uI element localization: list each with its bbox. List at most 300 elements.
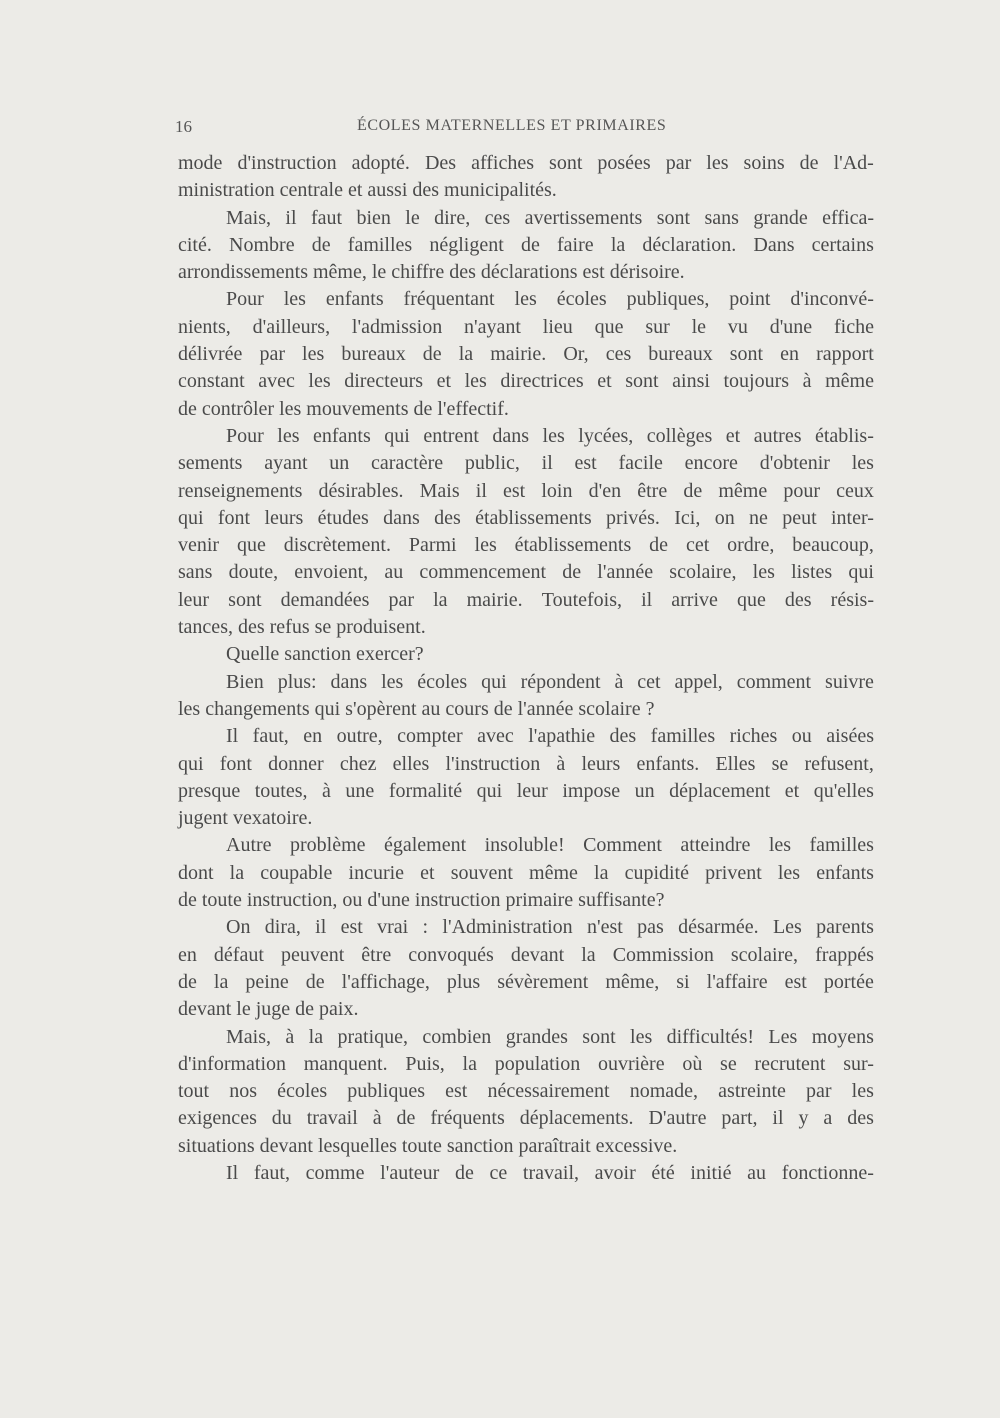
word: et [420, 861, 435, 884]
word: enfants [325, 288, 384, 311]
word: Pour [226, 288, 264, 311]
word: font [219, 752, 252, 775]
word: discrètement. [283, 534, 391, 557]
word: et [436, 370, 452, 393]
word: à [285, 1025, 295, 1048]
word: les [706, 152, 729, 174]
word: un [329, 452, 350, 475]
page-header [0, 117, 1000, 141]
word: la [610, 233, 626, 256]
text-line [178, 723, 874, 750]
word: public, [464, 452, 520, 475]
word: est [503, 479, 526, 502]
word: venir [178, 534, 220, 557]
word: désarmée. [678, 916, 759, 939]
word: sont [549, 152, 583, 174]
word: de [799, 152, 819, 174]
text-line [178, 860, 874, 887]
word: Ici, [674, 506, 701, 529]
word: mairie. [490, 343, 547, 366]
word: insoluble! [484, 834, 565, 857]
word: ceux [836, 479, 874, 502]
word: la [229, 861, 245, 884]
word: ayant [264, 452, 308, 475]
word: de [305, 970, 325, 993]
word: répondent [520, 670, 601, 693]
word: dans [383, 506, 420, 529]
word: outre, [336, 725, 383, 748]
text-line: de toute instruction, ou d'une instruction primaire suffisante? [178, 889, 665, 912]
word: en [780, 343, 800, 366]
word: résis- [830, 588, 874, 611]
word: problème [290, 834, 366, 857]
word: toutes, [254, 779, 308, 802]
word: au [747, 1161, 767, 1184]
word: de [562, 561, 582, 584]
word: désirables. [318, 479, 404, 502]
word: familles [809, 834, 874, 857]
text-line: situations devant lesquelles toute sanction paraîtrait excessive. [178, 1134, 678, 1157]
text-line [178, 314, 874, 341]
word: déclaration. [642, 233, 737, 256]
word: publiques, [626, 288, 710, 311]
word: nients, [178, 315, 231, 338]
word: riches [729, 725, 778, 748]
word: ces [484, 206, 511, 229]
word: effica- [822, 206, 874, 229]
word: des [847, 1107, 874, 1130]
text-line [178, 969, 874, 996]
word: a [823, 1107, 833, 1130]
word: été [651, 1161, 675, 1184]
word: avec [258, 370, 295, 393]
word: mairie. [466, 588, 523, 611]
word: d'une [769, 315, 813, 338]
word: plus: [277, 670, 317, 693]
text-line [178, 1051, 874, 1078]
word: rapport [816, 343, 874, 366]
word: fiche [834, 315, 874, 338]
word: ainsi [672, 370, 710, 393]
word: vrai [377, 916, 409, 939]
word: ne [749, 506, 768, 529]
text-line [178, 286, 874, 313]
word: leurs [581, 752, 621, 775]
word: appel, [674, 670, 723, 693]
word: sements [178, 452, 243, 475]
text-line [178, 1160, 874, 1187]
word: se [771, 752, 789, 775]
word: caractère [371, 452, 444, 475]
text-line: tances, des refus se produisent. [178, 616, 426, 639]
word: à [556, 752, 566, 775]
word: les [851, 452, 874, 475]
word: dire, [434, 206, 471, 229]
word: être [361, 943, 392, 966]
word: l'Administration [442, 916, 573, 939]
word: Or, [563, 343, 589, 366]
text-line [178, 751, 874, 778]
word: sont [625, 370, 659, 393]
word: ou [791, 725, 812, 748]
word: cité. [178, 233, 212, 256]
word: pour [783, 479, 821, 502]
text-line [178, 478, 874, 505]
word: qui [476, 779, 503, 802]
word: atteindre [680, 834, 751, 857]
word: commencement [419, 561, 547, 584]
word: Mais, [226, 1025, 271, 1048]
word: point [729, 288, 771, 311]
word: nomade, [629, 1080, 699, 1103]
word: les [851, 1080, 874, 1103]
word: les [514, 288, 537, 311]
word: des [784, 588, 812, 611]
word: Mais [419, 479, 460, 502]
word: les [464, 370, 487, 393]
word: est [784, 970, 807, 993]
word: devant [510, 943, 565, 966]
word: n'est [587, 916, 623, 939]
word: familles [347, 233, 413, 256]
word: encore [684, 452, 738, 475]
word: enfants [816, 861, 874, 884]
word: leur [178, 588, 210, 611]
word: le [405, 206, 420, 229]
word: que [736, 588, 766, 611]
word: peine [245, 970, 289, 993]
word: Il [226, 1161, 239, 1184]
word: Nombre [229, 233, 295, 256]
word: avertissements [524, 206, 643, 229]
word: envoient, [294, 561, 369, 584]
word: Toutefois, [541, 588, 623, 611]
word: il [641, 588, 653, 611]
word: de [178, 970, 197, 993]
word: même [825, 370, 874, 393]
word: les [752, 561, 775, 584]
word: beaucoup, [792, 534, 874, 557]
word: dans [492, 424, 530, 447]
word: privés. [606, 506, 660, 529]
word: sans [178, 561, 213, 584]
word: Mais, [226, 206, 271, 229]
text-line: devant le juge de paix. [178, 998, 359, 1021]
text-line [178, 669, 874, 696]
word: dira, [264, 916, 301, 939]
word: il [772, 1107, 784, 1130]
word: sont [582, 1025, 616, 1048]
word: avoir [594, 1161, 636, 1184]
word: demandées [280, 588, 370, 611]
word: les [768, 834, 792, 857]
word: enfants. [636, 752, 700, 775]
word: l'instruction [445, 752, 541, 775]
text-line: ministration centrale et aussi des municipalités. [178, 179, 557, 202]
word: chez [339, 752, 377, 775]
word: fréquentant [403, 288, 495, 311]
word: lieu [542, 315, 573, 338]
text-line [178, 1024, 874, 1051]
word: d'instruction [237, 152, 337, 174]
word: impose [562, 779, 621, 802]
word: compter [397, 725, 463, 748]
word: les [542, 424, 565, 447]
word: pratique, [337, 1025, 409, 1048]
word: Commission [612, 943, 714, 966]
word: établis- [814, 424, 874, 447]
word: qui [384, 424, 410, 447]
word: grandes [505, 1025, 568, 1048]
word: part, [721, 1107, 758, 1130]
word: peut [782, 506, 817, 529]
word: coupable [260, 861, 333, 884]
word: à [372, 1107, 382, 1130]
word: : [422, 916, 429, 939]
word: à [802, 370, 812, 393]
word: elles [392, 752, 430, 775]
word: Il [226, 725, 239, 748]
page-number: 16 [175, 117, 192, 136]
word: en [178, 943, 197, 966]
word: collèges [646, 424, 713, 447]
word: refusent, [804, 752, 874, 775]
word: directeurs [344, 370, 424, 393]
word: qui [178, 752, 204, 775]
word: l'année [597, 561, 654, 584]
text-line: de contrôler les mouvements de l'effectif. [178, 397, 509, 420]
text-line [178, 341, 874, 368]
word: sévèrement [497, 970, 589, 993]
word: ordre, [727, 534, 775, 557]
word: cet [685, 534, 710, 557]
word: aisées [826, 725, 874, 748]
word: font [217, 506, 251, 529]
text-line [178, 587, 874, 614]
word: les [277, 424, 300, 447]
word: formalité [388, 779, 463, 802]
word: fonctionne- [781, 1161, 874, 1184]
text-line [178, 1105, 874, 1132]
word: listes [791, 561, 833, 584]
word: soins [743, 152, 785, 174]
word: incurie [348, 861, 405, 884]
word: sont [228, 588, 262, 611]
word: et [725, 424, 741, 447]
word: moyens [811, 1025, 874, 1048]
word: la [462, 1052, 477, 1075]
word: dans [330, 670, 368, 693]
word: comment [736, 670, 812, 693]
word: d'inconvé- [790, 288, 874, 311]
word: sur [645, 315, 670, 338]
word: les [308, 370, 331, 393]
word: directrices [500, 370, 584, 393]
word: sont [656, 206, 691, 229]
word: Les [772, 916, 802, 939]
word: ces [605, 343, 632, 366]
word: peuvent [280, 943, 345, 966]
word: travail [306, 1107, 358, 1130]
word: de [422, 343, 442, 366]
word: à [614, 670, 624, 693]
word: est [445, 1080, 468, 1103]
word: y [798, 1107, 809, 1130]
word: d'ailleurs, [252, 315, 331, 338]
word: d'information [178, 1052, 287, 1075]
running-title: ÉCOLES MATERNELLES ET PRIMAIRES [357, 117, 667, 134]
word: leur [516, 779, 548, 802]
word: qui [481, 670, 507, 693]
word: certains [811, 233, 874, 256]
word: Bien [226, 670, 264, 693]
text-line [178, 559, 874, 586]
word: constant [178, 370, 245, 393]
word: souvent [450, 861, 513, 884]
word: affiches [471, 152, 535, 174]
word: un [634, 779, 655, 802]
word: l'admission [351, 315, 443, 338]
word: convoqués [408, 943, 494, 966]
word: est [574, 452, 597, 475]
word: la [433, 588, 448, 611]
word: sans [704, 206, 739, 229]
word: par [665, 152, 692, 174]
word: entrent [423, 424, 479, 447]
word: de [683, 479, 703, 502]
text-line [178, 942, 874, 969]
word: Puis, [405, 1052, 445, 1075]
word: même, [605, 970, 660, 993]
text-line [178, 205, 874, 232]
text-line: les changements qui s'opèrent au cours de l'année scolaire ? [178, 697, 655, 720]
word: faut, [253, 1161, 290, 1184]
word: d'obtenir [759, 452, 830, 475]
word: toujours [723, 370, 790, 393]
word: arrive [671, 588, 718, 611]
word: nos [229, 1080, 258, 1103]
text-line: arrondissements même, le chiffre des déclarations est dérisoire. [178, 261, 685, 284]
word: loin [541, 479, 573, 502]
word: vu [727, 315, 748, 338]
word: faut, [252, 725, 289, 748]
word: écoles [417, 670, 468, 693]
word: de [311, 233, 331, 256]
word: inter- [831, 506, 874, 529]
word: l'affaire [706, 970, 768, 993]
word: qu'elles [813, 779, 874, 802]
word: n'ayant [464, 315, 521, 338]
word: le [691, 315, 707, 338]
word: Parmi [408, 534, 457, 557]
word: faut [310, 206, 343, 229]
word: les [777, 861, 801, 884]
word: les [283, 288, 306, 311]
word: même [718, 479, 768, 502]
word: les [381, 670, 404, 693]
word: de [454, 1161, 474, 1184]
text-line [178, 914, 874, 941]
word: frappés [815, 943, 874, 966]
word: des [434, 506, 461, 529]
word: mode [178, 152, 223, 174]
word: privent [705, 861, 762, 884]
word: D'autre [648, 1107, 707, 1130]
word: astreinte [718, 1080, 786, 1103]
word: délivrée [178, 343, 243, 366]
word: leurs [264, 506, 304, 529]
word: se [720, 1052, 737, 1075]
word: doute, [228, 561, 279, 584]
word: renseignements [178, 479, 303, 502]
word: cupidité [624, 861, 689, 884]
word: Autre [226, 834, 272, 857]
word: ouvrière [597, 1052, 665, 1075]
word: scolaire, [669, 561, 737, 584]
word: des [609, 725, 637, 748]
text-line: Quelle sanction exercer? [226, 643, 424, 666]
text-line [178, 368, 874, 395]
word: sont [729, 343, 764, 366]
word: une [345, 779, 375, 802]
word: tout [178, 1080, 210, 1103]
word: la [458, 343, 474, 366]
word: du [271, 1107, 292, 1130]
word: travail, [522, 1161, 580, 1184]
word: l'affichage, [341, 970, 430, 993]
word: il [315, 916, 327, 939]
word: en [303, 725, 323, 748]
word: bureaux [648, 343, 713, 366]
word: difficultés! [666, 1025, 755, 1048]
word: de [396, 1107, 416, 1130]
word: On [226, 916, 251, 939]
word: les [630, 1025, 653, 1048]
word: la [594, 861, 609, 884]
word: de [520, 233, 540, 256]
word: enfants [313, 424, 371, 447]
word: il [475, 479, 487, 502]
word: établissements [475, 506, 592, 529]
word: si [676, 970, 690, 993]
word: qui [848, 561, 874, 584]
text-line [178, 1078, 874, 1105]
word: plus [446, 970, 481, 993]
word: initié [690, 1161, 732, 1184]
word: posées [597, 152, 651, 174]
word: comme [305, 1161, 365, 1184]
body-text [178, 150, 874, 1187]
word: portée [823, 970, 874, 993]
word: avec [477, 725, 514, 748]
word: la [308, 1025, 324, 1048]
word: suivre [825, 670, 874, 693]
word: recrutent [754, 1052, 826, 1075]
word: combien [422, 1025, 492, 1048]
word: Comment [583, 834, 662, 857]
word: Dans [753, 233, 795, 256]
word: par [806, 1080, 832, 1103]
word: faire [557, 233, 594, 256]
word: est [340, 916, 363, 939]
word: être [637, 479, 668, 502]
word: qui [178, 506, 204, 529]
text-line [178, 505, 874, 532]
text-line [178, 450, 874, 477]
word: au [384, 561, 404, 584]
word: bien [356, 206, 391, 229]
word: bureaux [341, 343, 406, 366]
